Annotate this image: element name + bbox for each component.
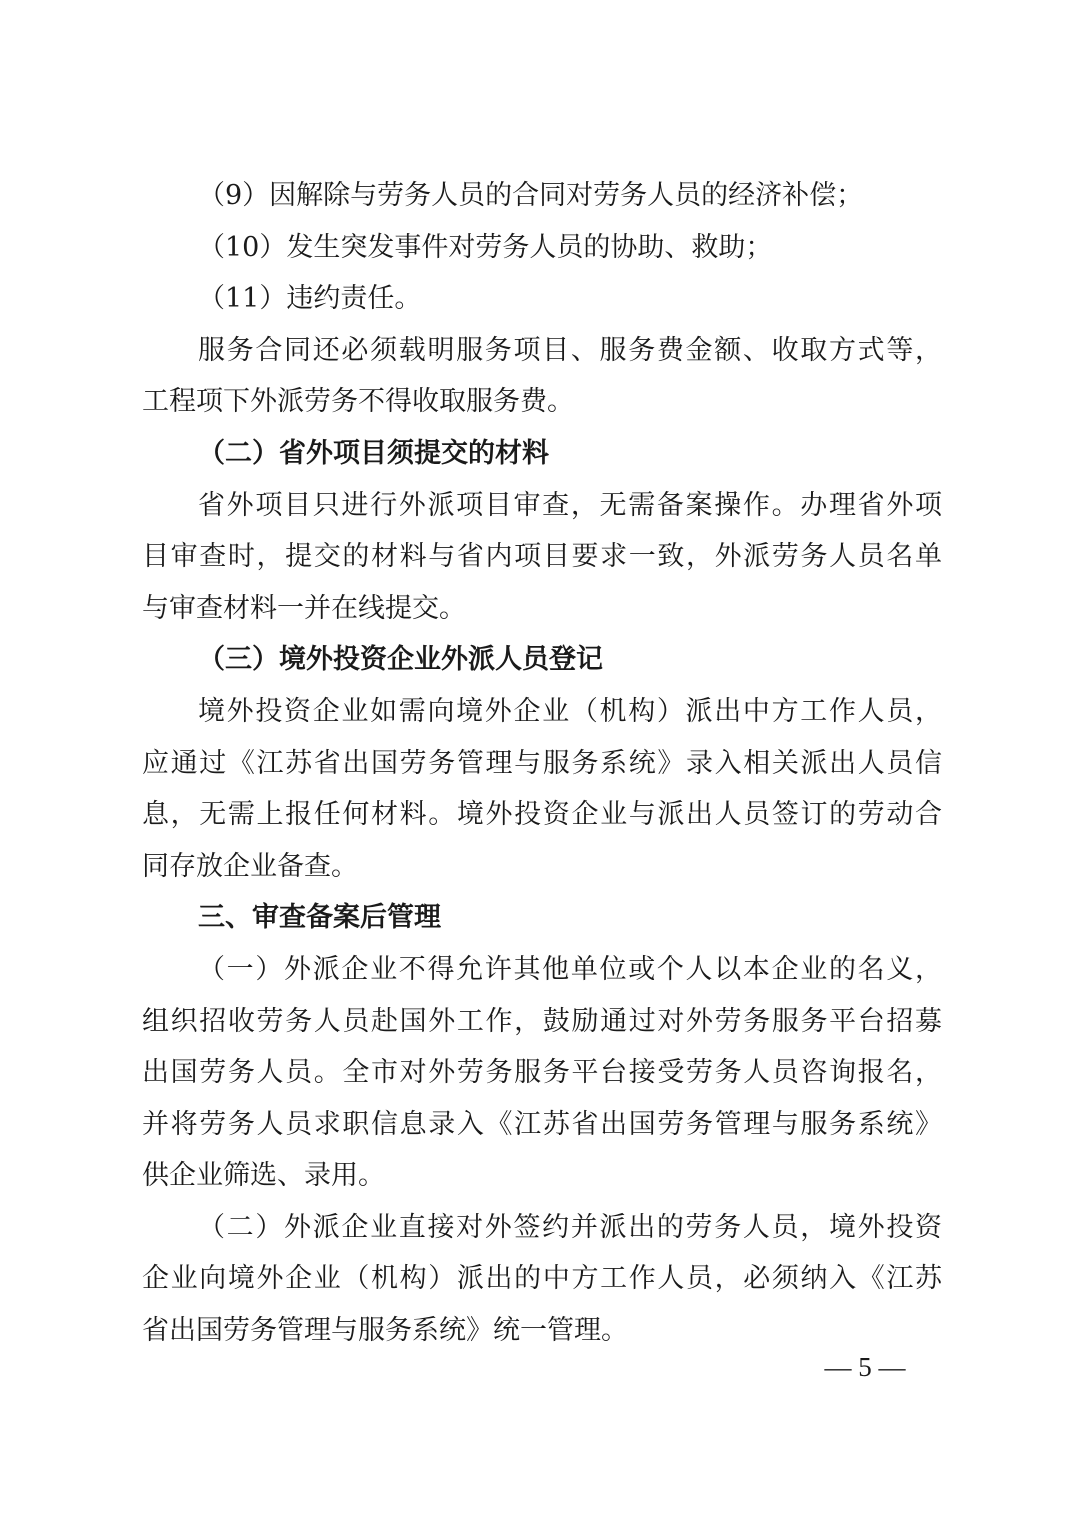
text-line: 工程项下外派劳务不得收取服务费。 — [142, 386, 574, 418]
section-heading: （三）境外投资企业外派人员登记 — [198, 644, 603, 676]
text-line: 与审查材料一并在线提交。 — [142, 592, 466, 624]
text-line: （11）违约责任。 — [198, 283, 422, 315]
section-heading: 三、审查备案后管理 — [198, 902, 441, 934]
text-line: 出国劳务人员。全市对外劳务服务平台接受劳务人员咨询报名， — [142, 1057, 942, 1089]
text-line: 境外投资企业如需向境外企业（机构）派出中方工作人员， — [198, 695, 942, 727]
text-line: 服务合同还必须载明服务项目、服务费金额、收取方式等， — [198, 334, 942, 366]
text-line: （10）发生突发事件对劳务人员的协助、救助； — [198, 231, 773, 263]
text-line: 省出国劳务管理与服务系统》统一管理。 — [142, 1315, 628, 1347]
section-heading: （二）省外项目须提交的材料 — [198, 437, 549, 469]
document-body — [142, 170, 942, 1357]
text-line: 目审查时，提交的材料与省内项目要求一致，外派劳务人员名单 — [142, 541, 942, 573]
text-line: 同存放企业备查。 — [142, 850, 358, 882]
text-line: 供企业筛选、录用。 — [142, 1160, 385, 1192]
text-line: 组织招收劳务人员赴国外工作，鼓励通过对外劳务服务平台招募 — [142, 1005, 942, 1037]
text-line: 应通过《江苏省出国劳务管理与服务系统》录入相关派出人员信 — [142, 747, 942, 779]
text-line: 并将劳务人员求职信息录入《江苏省出国劳务管理与服务系统》 — [142, 1108, 942, 1140]
page-number: — 5 — — [824, 1352, 906, 1382]
text-line: （二）外派企业直接对外签约并派出的劳务人员，境外投资 — [198, 1211, 942, 1243]
text-line: 息，无需上报任何材料。境外投资企业与派出人员签订的劳动合 — [142, 799, 942, 831]
text-line: （一）外派企业不得允许其他单位或个人以本企业的名义， — [198, 953, 942, 985]
text-line: 省外项目只进行外派项目审查，无需备案操作。办理省外项 — [198, 489, 942, 521]
text-line: 企业向境外企业（机构）派出的中方工作人员，必须纳入《江苏 — [142, 1263, 942, 1295]
text-line: （9）因解除与劳务人员的合同对劳务人员的经济补偿； — [198, 180, 864, 211]
